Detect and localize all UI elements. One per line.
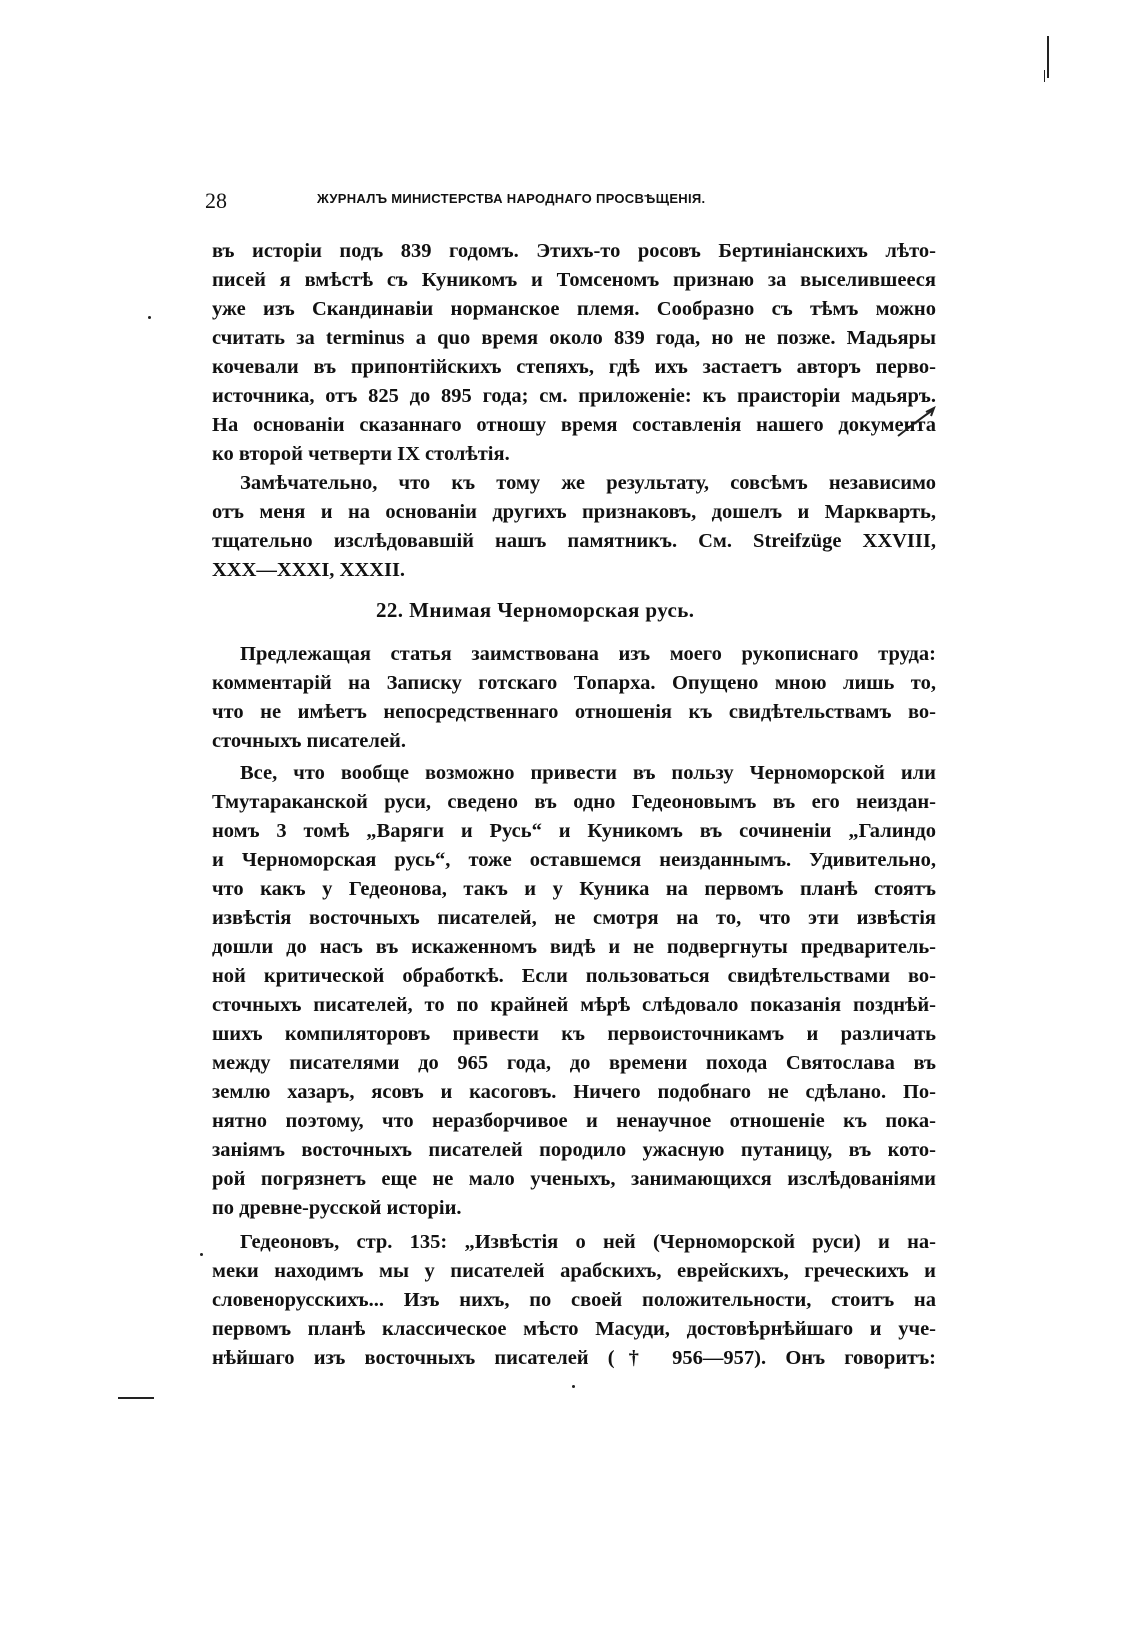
text-line: Замѣчательно, что къ тому же результату, совсѣмъ независимо [240,472,936,494]
text-line: Все, что вообще возможно привести въ пользу Черноморской или [240,762,936,784]
text-line: писей я вмѣстѣ съ Куникомъ и Томсеномъ признаю за выселившееся [212,269,936,291]
text-line: считать за terminus a quo время около 839 года, но не позже. Мадьяры [212,327,936,349]
text-line: заніямъ восточныхъ писателей породило ужасную путаницу, въ кото- [212,1139,936,1161]
text-line: нѣйшаго изъ восточныхъ писателей († 956—957). Онъ говоритъ: [212,1347,936,1369]
margin-dot-mark [148,316,151,319]
text-line: по древне-русской исторіи. [212,1197,462,1219]
text-line: въ исторіи подъ 839 годомъ. Этихъ-то росовъ Бертиніанскихъ лѣто- [212,240,936,262]
text-line: нятно поэтому, что неразборчивое и ненаучное отношеніе къ пока- [212,1110,936,1132]
text-line: первомъ планѣ классическое мѣсто Масуди, достовѣрнѣйшаго и уче- [212,1318,936,1340]
text-line: тщательно изслѣдовавшій нашъ памятникъ. См. Streifzüge XXVIII, [212,530,936,552]
text-line: сточныхъ писателей, то по крайней мѣрѣ слѣдовало показанія позднѣй- [212,994,936,1016]
text-line: дошли до насъ въ искаженномъ видѣ и не подвергнуты предваритель- [212,936,936,958]
text-line: шихъ компиляторовъ привести къ первоисточникамъ и различать [212,1023,936,1045]
text-line: отъ меня и на основаніи другихъ признаковъ, дошелъ и Маркварть, [212,501,936,523]
page-number: 28 [205,188,227,213]
pen-flourish-mark [896,406,936,440]
text-line: Гедеоновъ, стр. 135: „Извѣстія о ней (Черноморской руси) и на- [240,1231,936,1253]
text-line: номъ 3 томѣ „Варяги и Русь“ и Куникомъ въ сочиненіи „Галиндо [212,820,936,842]
margin-dot-mark [200,1253,203,1256]
margin-dot-mark [572,1385,575,1388]
running-title: ЖУРНАЛЪ МИНИСТЕРСТВА НАРОДНАГО ПРОСВѢЩЕНІЯ. [317,191,706,206]
text-line: Тмутараканской руси, сведено въ одно Гедеоновымъ въ его неиздан- [212,791,936,813]
margin-scan-mark [1047,36,1049,78]
text-line: XXX—XXXI, XXXII. [212,559,406,581]
text-line: кочевали въ припонтійскихъ степяхъ, гдѣ ихъ застаетъ авторъ перво- [212,356,936,378]
text-line: Предлежащая статья заимствована изъ моего рукописнаго труда: [240,643,936,665]
text-line: На основаніи сказаннаго отношу время составленія нашего документа [212,414,936,436]
text-line: между писателями до 965 года, до времени похода Святослава въ [212,1052,936,1074]
text-line: сточныхъ писателей. [212,730,406,752]
section-heading: 22. Мнимая Черноморская русь. [376,598,695,622]
text-line: комментарій на Записку готскаго Топарха. Опущено мною лишь то, [212,672,936,694]
margin-scan-mark [118,1397,154,1399]
margin-scan-mark [1044,70,1045,82]
text-line: словенорусскихъ... Изъ нихъ, по своей положительности, стоитъ на [212,1289,936,1311]
text-line: ной критической обработкѣ. Если пользоваться свидѣтельствами во- [212,965,936,987]
text-line: извѣстія восточныхъ писателей, не смотря на то, что эти извѣстія [212,907,936,929]
text-line: уже изъ Скандинавіи норманское племя. Сообразно съ тѣмъ можно [212,298,936,320]
text-line: что не имѣетъ непосредственнаго отношенія къ свидѣтельствамъ во- [212,701,936,723]
text-line: и Черноморская русь“, тоже оставшемся неизданнымъ. Удивительно, [212,849,936,871]
text-line: меки находимъ мы у писателей арабскихъ, еврейскихъ, греческихъ и [212,1260,936,1282]
text-line: рой погрязнетъ еще не мало ученыхъ, занимающихся изслѣдованіями [212,1168,936,1190]
text-line: что какъ у Гедеонова, такъ и у Куника на первомъ планѣ стоятъ [212,878,936,900]
text-line: ко второй четверти IX столѣтія. [212,443,510,465]
text-line: землю хазаръ, ясовъ и касоговъ. Ничего подобнаго не сдѣлано. По- [212,1081,936,1103]
text-line: источника, отъ 825 до 895 года; см. приложеніе: къ праисторіи мадьяръ. [212,385,936,407]
page-header [205,188,935,218]
